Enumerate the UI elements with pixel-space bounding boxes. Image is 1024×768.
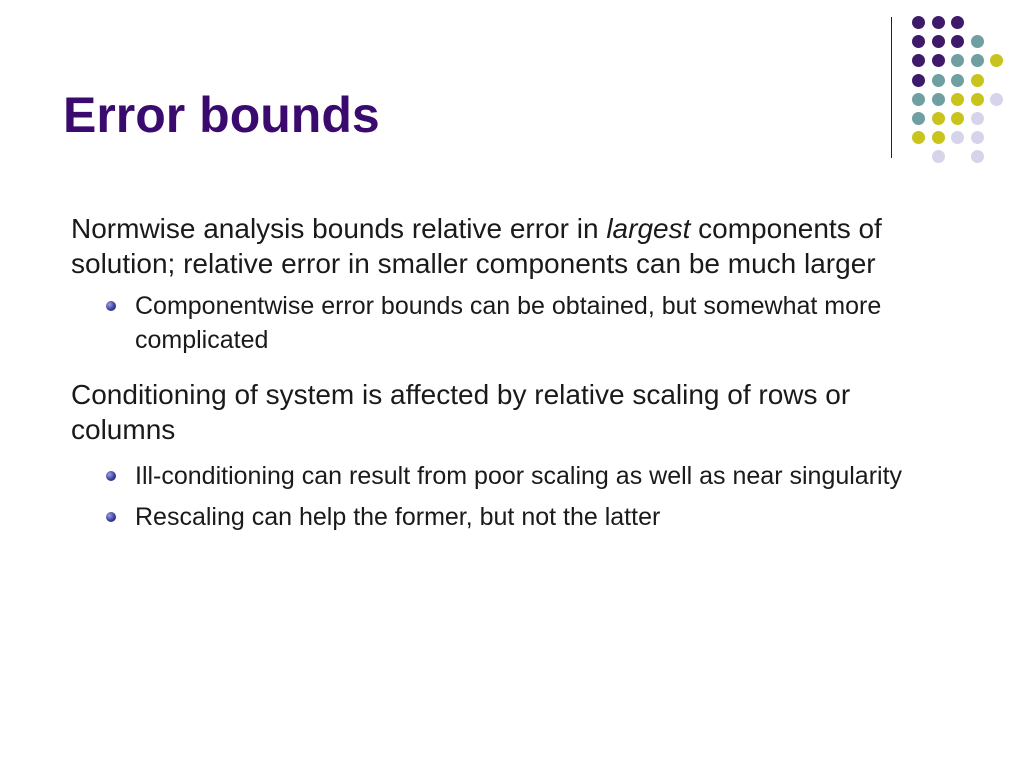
paragraph-conditioning: Conditioning of system is affected by relative scaling of rows or columns bbox=[71, 379, 851, 445]
bullet-list-normwise bbox=[71, 289, 951, 357]
bullet-item bbox=[71, 500, 951, 534]
bullet-text: Componentwise error bounds can be obtained, but somewhat more complicated bbox=[135, 292, 882, 354]
bullet-text: Ill-conditioning can result from poor scaling as well as near singularity bbox=[135, 462, 903, 490]
decorative-dot bbox=[971, 74, 984, 87]
decorative-dot bbox=[912, 131, 925, 144]
decorative-dot bbox=[971, 93, 984, 106]
decorative-dot bbox=[971, 150, 984, 163]
decorative-dot bbox=[932, 150, 945, 163]
decorative-dot bbox=[971, 131, 984, 144]
bullet-list-conditioning bbox=[71, 459, 951, 534]
decorative-dot bbox=[912, 16, 925, 29]
decorative-dot bbox=[932, 93, 945, 106]
decorative-dot bbox=[932, 16, 945, 29]
bullet-item bbox=[71, 459, 951, 493]
decorative-dot bbox=[932, 74, 945, 87]
decorative-dot bbox=[971, 112, 984, 125]
decorative-dot bbox=[971, 54, 984, 67]
decorative-dot bbox=[912, 93, 925, 106]
decorative-dot bbox=[912, 112, 925, 125]
decorative-dot bbox=[912, 74, 925, 87]
title-divider bbox=[891, 17, 892, 158]
decorative-dot bbox=[971, 35, 984, 48]
decorative-dot bbox=[932, 112, 945, 125]
decorative-dot-grid bbox=[0, 0, 1024, 180]
decorative-dot bbox=[951, 93, 964, 106]
decorative-dot bbox=[932, 54, 945, 67]
decorative-dot bbox=[932, 35, 945, 48]
decorative-dot bbox=[951, 54, 964, 67]
bullet-item bbox=[71, 289, 951, 357]
decorative-dot bbox=[912, 54, 925, 67]
bullet-text: Rescaling can help the former, but not the latter bbox=[135, 503, 661, 531]
decorative-dot bbox=[951, 112, 964, 125]
slide-body bbox=[71, 211, 951, 534]
decorative-dot bbox=[951, 16, 964, 29]
bullet-icon bbox=[106, 301, 116, 311]
decorative-dot bbox=[912, 35, 925, 48]
decorative-dot bbox=[990, 54, 1003, 67]
decorative-dot bbox=[951, 131, 964, 144]
paragraph-text-part: components of solution; relative error in smaller components can be much larger bbox=[71, 213, 882, 279]
paragraph-emphasis: largest bbox=[606, 213, 691, 244]
bullet-icon bbox=[106, 512, 116, 522]
paragraph-normwise bbox=[71, 211, 951, 281]
decorative-dot bbox=[990, 93, 1003, 106]
decorative-dot bbox=[932, 131, 945, 144]
decorative-dot bbox=[951, 35, 964, 48]
paragraph-text-part: Normwise analysis bounds relative error in bbox=[71, 213, 607, 244]
decorative-dot bbox=[951, 74, 964, 87]
bullet-icon bbox=[106, 471, 116, 481]
slide-title: Error bounds bbox=[63, 87, 380, 143]
